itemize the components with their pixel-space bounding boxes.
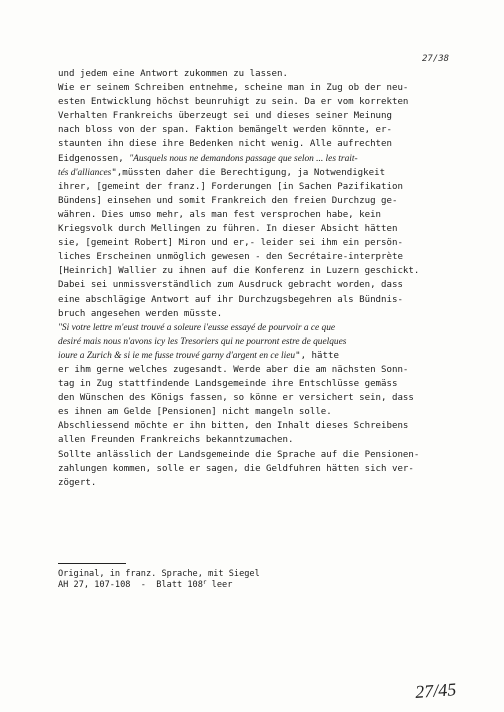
- french-quote-segment: ioure a Zurich & si ie me fusse trouvé garny d'argent en ce lieu: [58, 350, 296, 361]
- text-line: [58, 67, 470, 81]
- text-segment: esten Entwicklung höchst beunruhigt zu sein. Da er vom korrekten: [58, 97, 409, 108]
- text-segment: tag in Zug stattfindende Landsgemeinde ihre Entschlüsse gemäss: [58, 379, 398, 390]
- text-line: [58, 462, 470, 476]
- footnote-line-2: [58, 580, 260, 591]
- text-segment: Dabei sei unmissverständlich zum Ausdruck gebracht worden, dass: [58, 280, 403, 291]
- text-line: [58, 109, 470, 123]
- text-line: [58, 250, 470, 264]
- text-segment: [Heinrich] Wallier zu ihnen auf die Konferenz in Luzern geschickt.: [58, 266, 420, 277]
- footnote-superscript: r: [202, 579, 207, 586]
- text-line: [58, 81, 470, 95]
- text-segment: bruch angesehen werden müsste.: [58, 308, 223, 319]
- text-segment: Eidgenossen,: [58, 153, 130, 164]
- french-quote-segment: "Ausquels nous ne demandons passage que selon ... les trait-: [129, 153, 358, 164]
- letter-body-text: [58, 67, 470, 490]
- text-line: [58, 476, 470, 490]
- text-segment: zögert.: [58, 477, 97, 488]
- text-segment: zahlungen kommen, solle er sagen, die Geldfuhren hätten sich ver-: [58, 463, 414, 474]
- text-line: [58, 419, 470, 433]
- text-line: [58, 307, 470, 321]
- text-line: [58, 208, 470, 222]
- footnote-archive-ref: AH 27, 107-108 - Blatt 108: [58, 580, 203, 590]
- text-line: [58, 433, 470, 447]
- text-segment: es ihnen am Gelde [Pensionen] nicht mangeln solle.: [58, 407, 332, 418]
- text-line: [58, 236, 470, 250]
- french-quote-segment: desiré mais nous n'avons icy les Tresoriers qui ne pourront estre de quelques: [58, 336, 347, 347]
- text-segment: Kriegsvolk durch Mellingen zu führen. In dieser Absicht hätten: [58, 224, 398, 235]
- text-segment: ihrer, [gemeint der franz.] Forderungen [in Sachen Pazifikation: [58, 181, 403, 192]
- text-segment: und jedem eine Antwort zukommen zu lassen.: [58, 69, 288, 79]
- page-number: 27/38: [422, 54, 450, 64]
- text-segment: Sollte anlässlich der Landsgemeinde die Sprache auf die Pensionen-: [58, 449, 420, 460]
- footnote-leer: leer: [206, 580, 233, 590]
- text-segment: währen. Dies umso mehr, als man fest versprochen habe, kein: [58, 209, 382, 220]
- text-line: [58, 123, 470, 137]
- french-quote-segment: "Si votre lettre m'eust trouvé a soleure i'eusse essayé de pourvoir a ce que: [58, 322, 336, 333]
- text-segment: ",müssten daher die Berechtigung, ja Notwendigkeit: [111, 167, 386, 178]
- text-line: [58, 278, 470, 292]
- text-line: [58, 264, 470, 278]
- text-segment: sie, [gemeint Robert] Miron und er,- leider sei ihm ein persön-: [58, 238, 403, 249]
- text-segment: Verhalten Frankreichs überzeugt sei und dieses seiner Meinung: [58, 111, 392, 122]
- text-line: [58, 377, 470, 391]
- text-segment: eine abschlägige Antwort auf ihr Durchzugsbegehren als Bündnis-: [58, 294, 403, 305]
- text-line: [58, 166, 470, 180]
- source-footnote: [58, 569, 260, 591]
- text-segment: allen Freunden Frankreichs bekanntzumachen.: [58, 435, 294, 446]
- text-line: [58, 321, 470, 335]
- text-segment: staunten ihn diese ihre Bedenken nicht wenig. Alle aufrechten: [58, 139, 392, 150]
- footnote-divider: [58, 563, 126, 564]
- footnote-line-1: Original, in franz. Sprache, mit Siegel: [58, 569, 260, 579]
- text-segment: den Wünschen des Königs fassen, so könne er versichert sein, dass: [58, 393, 414, 404]
- text-line: [58, 405, 470, 419]
- text-segment: er ihm gerne welches zugesandt. Werde aber die am nächsten Sonn-: [58, 364, 409, 375]
- text-line: [58, 335, 470, 349]
- text-line: [58, 152, 470, 166]
- text-line: [58, 293, 470, 307]
- text-segment: Wie er seinem Schreiben entnehme, scheine man in Zug ob der neu-: [58, 83, 409, 94]
- text-segment: liches Erscheinen unmöglich gewesen - den Secrétaire-interprète: [58, 252, 403, 263]
- text-line: [58, 391, 470, 405]
- text-line: [58, 363, 470, 377]
- text-line: [58, 180, 470, 194]
- text-segment: ", hätte: [295, 350, 339, 361]
- text-line: [58, 349, 470, 363]
- text-line: [58, 194, 470, 208]
- text-segment: Bündens] einsehen und somit Frankreich den freien Durchzug ge-: [58, 195, 398, 206]
- text-segment: Abschliessend möchte er ihn bitten, den Inhalt dieses Schreibens: [58, 421, 409, 432]
- text-line: [58, 137, 470, 151]
- text-line: [58, 448, 470, 462]
- text-segment: nach bloss von der span. Faktion bemängelt werden könnte, er-: [58, 125, 392, 136]
- text-line: [58, 95, 470, 109]
- text-line: [58, 222, 470, 236]
- handwritten-page-stamp: 27/45: [414, 679, 457, 703]
- french-quote-segment: tés d'alliances: [58, 167, 112, 178]
